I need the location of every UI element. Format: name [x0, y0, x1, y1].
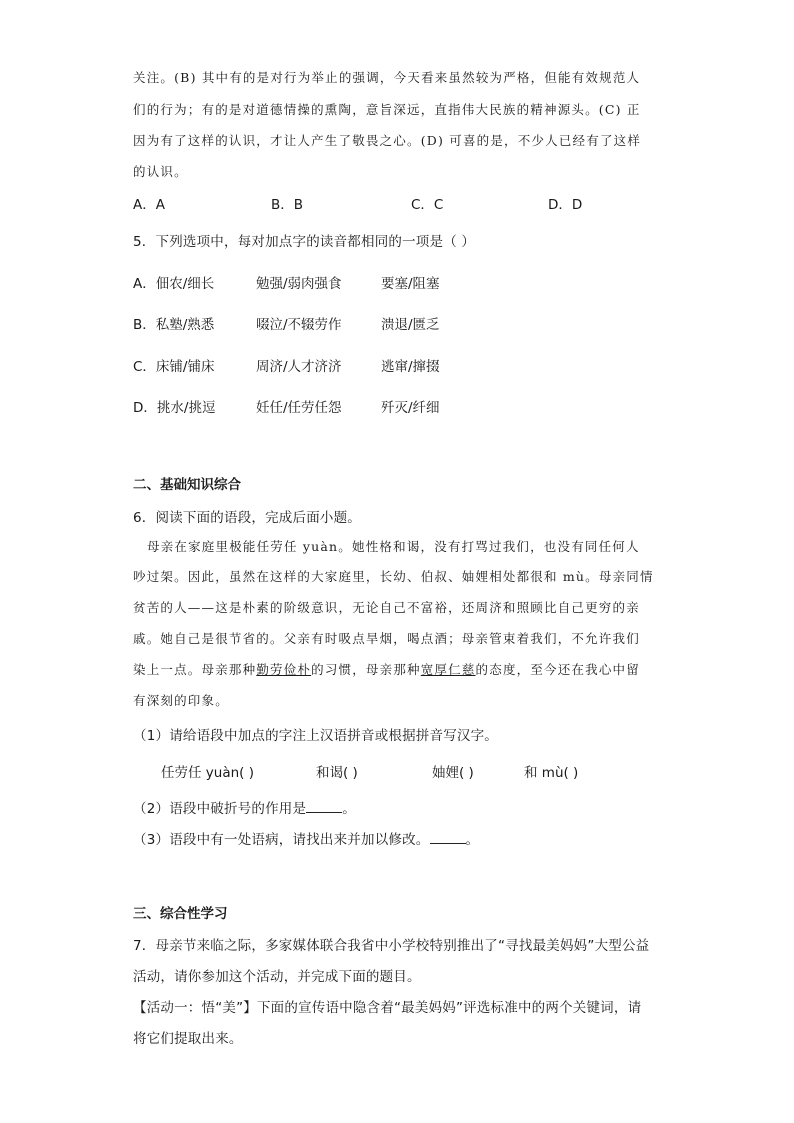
- q7-line: 7．母亲节来临之际，多家媒体联合我省中小学校特别推出了“寻找最美妈妈”大型公益: [133, 938, 650, 954]
- q4-option-d: D．D: [548, 197, 583, 213]
- q6-passage-line: 母亲在家庭里极能任劳任 yuàn。她性格和谒，没有打骂过我们，也没有同任何人: [147, 539, 640, 554]
- q6-passage-line: 戚。她自己是很节省的。父亲有时吸点旱烟，喝点酒；母亲管束着我们，不允许我们: [133, 631, 640, 646]
- q5-row-a-col2: 勉强/弱肉强食: [256, 276, 342, 292]
- q5-row-d-col2: 妊任/任劳任怨: [256, 400, 342, 416]
- q7-line: 活动，请你参加这个活动，并完成下面的题目。: [133, 969, 421, 985]
- q4-option-b: B．B: [271, 197, 304, 213]
- q6-sub3-end: 。: [465, 832, 480, 848]
- section-3-heading: 三、综合性学习: [133, 906, 228, 922]
- q5-row-b-col1: B．私塾/熟悉: [133, 317, 215, 333]
- q6-sub3-text: （3）语段中有一处语病，请找出来并加以修改。: [133, 832, 430, 848]
- q4-passage-line: 们的行为；有的是对道德情操的熏陶，意旨深远，直指伟大民族的精神源头。(C) 正: [133, 102, 641, 117]
- q4-passage-line: 关注。(B) 其中有的是对行为举止的强调，今天看来虽然较为严格，但能有效规范人: [133, 70, 641, 85]
- answer-blank[interactable]: [430, 831, 466, 844]
- q5-row-d-col3: 歼灭/纤细: [381, 400, 440, 416]
- q6-passage-line: 吵过架。因此，虽然在这样的大家庭里，长幼、伯叔、妯娌相处都很和 mù。母亲同情: [133, 569, 654, 584]
- q4-passage-line: 的认识。: [133, 164, 188, 179]
- q5-row-a-col3: 要塞/阻塞: [381, 276, 440, 292]
- q6-sub1-item: 和 mù( ): [524, 765, 579, 781]
- q5-stem: 5．下列选项中，每对加点字的读音都相同的一项是（ ）: [133, 234, 476, 250]
- section-2-heading: 二、基础知识综合: [133, 477, 241, 493]
- q7-activity-line: 【活动一：悟“美”】下面的宣传语中隐含着“最美妈妈”评选标准中的两个关键词，请: [133, 1000, 642, 1016]
- q5-row-c-col2: 周济/人才济济: [256, 359, 342, 375]
- q6-sub2-end: 。: [342, 801, 356, 817]
- q5-row-c-col3: 逃窜/撺掇: [381, 359, 440, 375]
- q6-sub2-text: （2）语段中破折号的作用是: [133, 801, 307, 817]
- q5-row-c-col1: C．床铺/铺床: [133, 359, 215, 375]
- q5-row-a-col1: A．佃农/细长: [133, 276, 215, 292]
- q6-sub1: （1）请给语段中加点的字注上汉语拼音或根据拼音写汉字。: [133, 728, 498, 744]
- q7-activity-line: 将它们提取出来。: [133, 1031, 243, 1047]
- underlined-phrase: 宽厚仁慈: [420, 662, 476, 677]
- q5-row-d-col1: D．挑水/挑逗: [133, 400, 216, 416]
- q6-sub1-item: 和谒( ): [316, 765, 358, 781]
- q6-passage-line: 贫苦的人——这是朴素的阶级意识，无论自己不富裕，还周济和照顾比自己更穷的亲: [133, 600, 640, 615]
- q6-sub1-item: 任劳任 yuàn( ): [161, 765, 254, 781]
- passage-text: 染上一点。母亲那种: [133, 662, 257, 677]
- underlined-phrase: 勤劳俭朴: [256, 662, 312, 677]
- q6-sub3: [133, 828, 479, 848]
- q4-option-a: A．A: [133, 197, 165, 213]
- q4-passage-line: 因为有了这样的认识，才让人产生了敬畏之心。(D) 可喜的是，不少人已经有了这样: [133, 133, 642, 148]
- q6-stem: 6．阅读下面的语段，完成后面小题。: [133, 510, 361, 526]
- q6-sub2: [133, 797, 356, 817]
- q6-passage-line: [133, 660, 640, 678]
- passage-text: 的态度，至今还在我心中留: [475, 662, 640, 677]
- q4-option-c: C．C: [411, 197, 444, 213]
- answer-blank[interactable]: [306, 800, 342, 813]
- passage-text: 的习惯，母亲那种: [311, 662, 421, 677]
- q6-passage-line: 有深刻的印象。: [133, 693, 229, 708]
- q5-row-b-col3: 溃退/匮乏: [381, 317, 440, 333]
- q5-row-b-col2: 啜泣/不辍劳作: [256, 317, 342, 333]
- q6-sub1-item: 妯娌( ): [432, 765, 474, 781]
